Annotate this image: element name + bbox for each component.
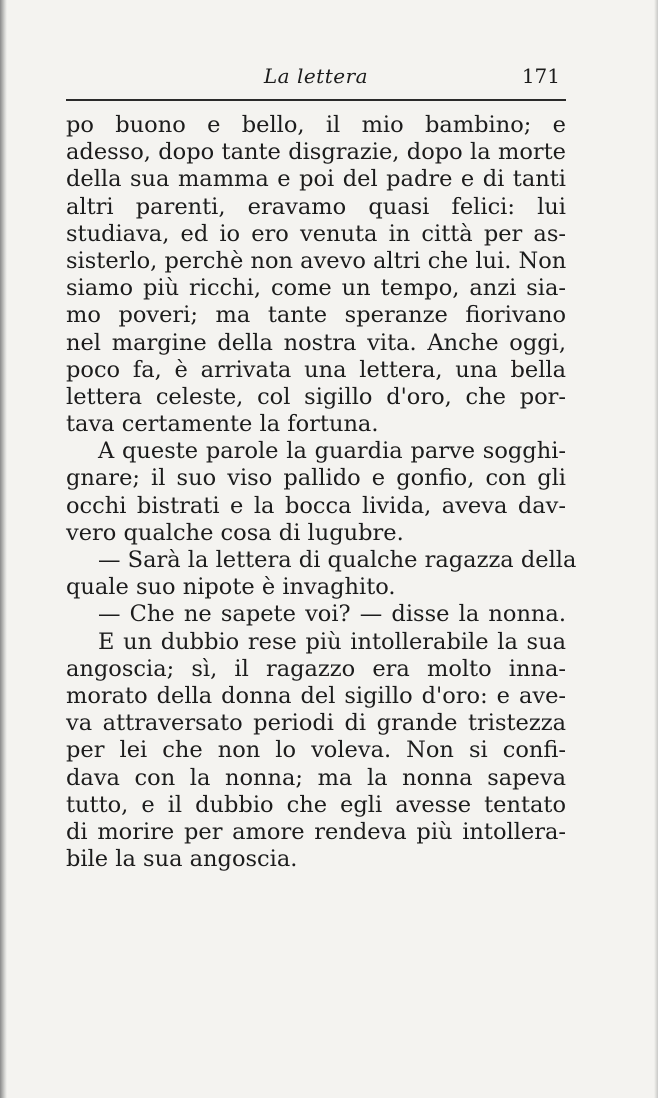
text-line: E un dubbio rese più intollerabile la sua [98,628,566,655]
text-line: bile la sua angoscia. [66,846,298,873]
text-line: tutto, e il dubbio che egli avesse tentato [66,791,566,818]
page-number: 171 [521,64,560,88]
text-line: tava certamente la fortuna. [66,411,379,438]
page-edge-right [654,0,658,1098]
paragraph [66,629,566,874]
text-line: di morire per amore rendeva più intollera- [66,818,566,845]
text-line: A queste parole la guardia parve sogghi- [98,438,566,465]
paragraph [66,601,566,628]
running-head [66,62,566,92]
text-line: quale suo nipote è invaghito. [66,574,396,601]
paragraph [66,547,577,601]
text-line: altri parenti, eravamo quasi felici: lui [66,193,566,220]
text-line: occhi bistrati e la bocca livida, aveva dav- [66,492,566,519]
text-line: gnare; il suo viso pallido e gonfio, con gli [66,465,566,492]
text-line: studiava, ed io ero venuta in città per as- [66,220,566,247]
text-line: po buono e bello, il mio bambino; e [66,112,566,138]
text-line: sisterlo, perchè non avevo altri che lui. Non [66,247,567,274]
text-line: per lei che non lo voleva. Non si confi- [66,737,566,764]
text-line: nel margine della nostra vita. Anche oggi, [66,329,566,356]
paragraph [66,438,566,547]
text-line: dava con la nonna; ma la nonna sapeva [66,764,566,791]
running-title: La lettera [263,64,369,88]
text-line: poco fa, è arrivata una lettera, una bella [66,356,566,383]
page-edge-left [0,0,7,1098]
body-text [66,112,577,873]
text-line: adesso, dopo tante disgrazie, dopo la morte [66,139,566,166]
paragraph [66,112,566,438]
text-line: va attraversato periodi di grande tristezza [66,710,566,737]
text-line: lettera celeste, col sigillo d'oro, che por- [66,383,566,410]
text-line: della sua mamma e poi del padre e di tanti [66,166,566,193]
text-line: angoscia; sì, il ragazzo era molto inna- [66,655,566,682]
header-rule [66,99,566,101]
text-line: — Sarà la lettera di qualche ragazza della [98,547,577,573]
text-line: vero qualche cosa di lugubre. [66,519,404,546]
text-line: mo poveri; ma tante speranze fiorivano [66,302,566,329]
text-line: siamo più ricchi, come un tempo, anzi sia- [66,275,566,302]
text-line: morato della donna del sigillo d'oro: e ave- [66,682,566,709]
text-line: — Che ne sapete voi? — disse la nonna. [98,601,566,628]
